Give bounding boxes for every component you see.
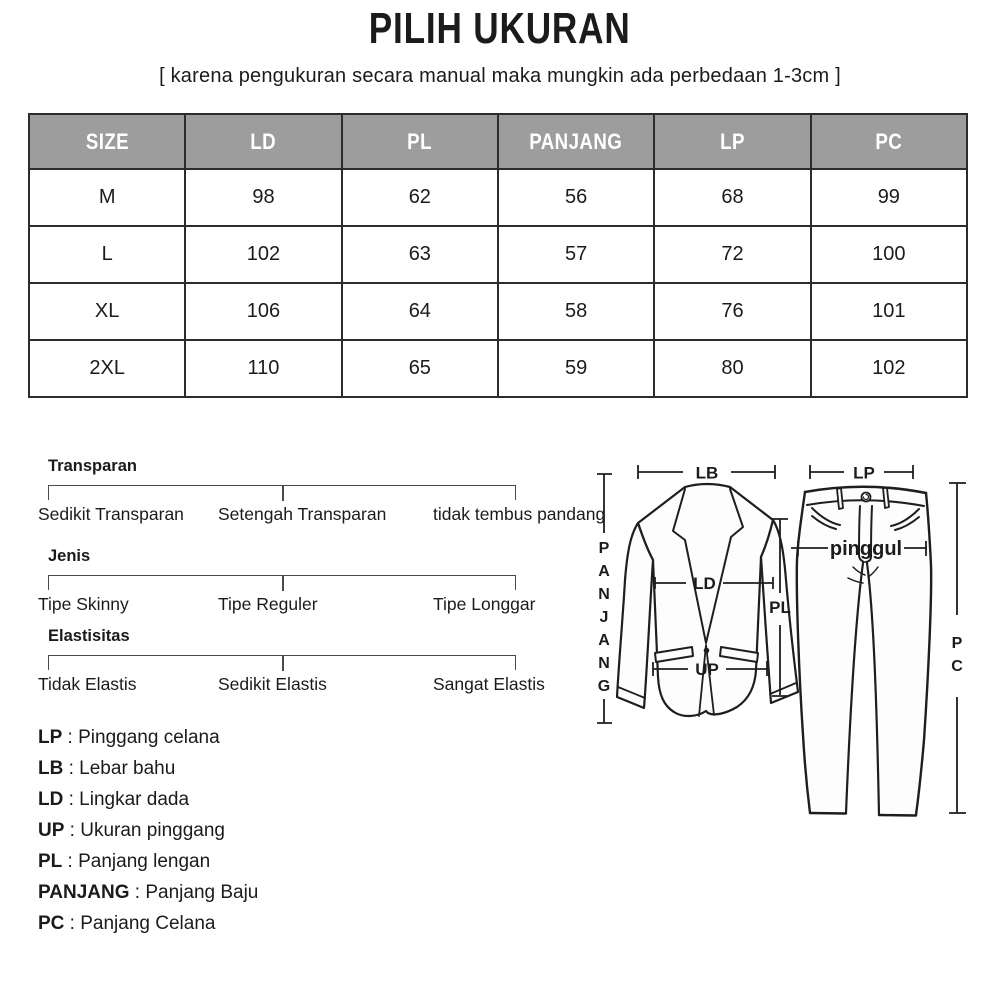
panjang-letter: P	[598, 540, 610, 557]
legend-sep: :	[63, 758, 80, 779]
page-title-text: PILIH UKURAN	[369, 4, 631, 53]
jacket-up-label: UP	[695, 660, 719, 679]
size-cell: XL	[29, 283, 185, 340]
page-title	[0, 4, 1000, 54]
legend-sep: :	[64, 913, 81, 934]
value-cell: 65	[342, 340, 498, 397]
scale-elasticity-labels	[38, 674, 611, 696]
value-cell: 59	[498, 340, 654, 397]
pc-letter: C	[951, 658, 963, 675]
size-table	[28, 113, 968, 398]
table-row-2xl	[29, 340, 967, 397]
value-cell: 101	[811, 283, 967, 340]
scale-label: tidak tembus pandang	[433, 504, 606, 524]
pants-diagram	[797, 487, 931, 816]
scale-elasticity-heading: Elastisitas	[48, 627, 130, 645]
value-cell: 56	[498, 169, 654, 226]
value-cell: 63	[342, 226, 498, 283]
value-cell: 99	[811, 169, 967, 226]
size-table-header-row	[29, 114, 967, 169]
scale-label: Tidak Elastis	[38, 674, 137, 694]
value-cell: 68	[654, 169, 810, 226]
pants-pinggul-label: pinggul	[829, 538, 903, 560]
panjang-letter: N	[598, 655, 610, 672]
value-cell: 102	[185, 226, 341, 283]
col-header-lp: LP	[654, 114, 810, 169]
legend-item-lb: LB : Lebar bahu	[38, 758, 176, 779]
size-cell: M	[29, 169, 185, 226]
axis-mid-tick	[282, 576, 284, 591]
jacket-body	[638, 484, 773, 716]
pants-silhouette	[797, 487, 931, 815]
scale-label: Sangat Elastis	[433, 674, 545, 694]
scale-label: Setengah Transparan	[218, 504, 387, 524]
value-cell: 80	[654, 340, 810, 397]
panjang-letter: J	[599, 609, 609, 626]
scale-transparency-labels	[38, 504, 608, 526]
col-header-ld: LD	[185, 114, 341, 169]
axis-mid-tick	[282, 656, 284, 671]
panjang-letter: A	[598, 632, 610, 649]
panjang-letter: N	[598, 586, 610, 603]
scale-type-heading: Jenis	[48, 547, 91, 565]
value-cell: 106	[185, 283, 341, 340]
scale-transparency-heading: Transparan	[48, 457, 137, 475]
value-cell: 72	[654, 226, 810, 283]
col-header-panjang: PANJANG	[498, 114, 654, 169]
pants-lp-label: LP	[853, 463, 875, 483]
scale-type-labels	[38, 594, 608, 616]
scale-type-axis	[48, 575, 516, 590]
scale-type	[38, 547, 608, 616]
legend-sep: :	[63, 789, 80, 810]
table-row-xl	[29, 283, 967, 340]
scale-label: Tipe Skinny	[38, 594, 129, 614]
legend-item-pl: PL : Panjang lengan	[38, 851, 211, 872]
legend-sep: :	[64, 820, 81, 841]
value-cell: 102	[811, 340, 967, 397]
value-cell: 64	[342, 283, 498, 340]
scale-elasticity	[38, 627, 611, 696]
jacket-lb-label: LB	[695, 463, 719, 483]
value-cell: 76	[654, 283, 810, 340]
legend-item-lp: LP : Pinggang celana	[38, 727, 220, 748]
table-row-l	[29, 226, 967, 283]
panjang-letter: G	[597, 678, 611, 695]
legend-item-panjang: PANJANG : Panjang Baju	[38, 882, 259, 903]
value-cell: 100	[811, 226, 967, 283]
jacket-left-sleeve	[617, 523, 653, 708]
col-header-pc: PC	[811, 114, 967, 169]
pc-letter: P	[951, 635, 963, 652]
scale-label: Tipe Reguler	[218, 594, 318, 614]
measurement-diagram	[585, 445, 985, 865]
value-cell: 57	[498, 226, 654, 283]
legend-sep: :	[62, 727, 79, 748]
value-cell: 58	[498, 283, 654, 340]
value-cell: 62	[342, 169, 498, 226]
legend-item-ld: LD : Lingkar dada	[38, 789, 190, 810]
jacket-ld-label: LD	[693, 574, 716, 593]
measurement-disclaimer: [ karena pengukuran secara manual maka mungkin ada perbedaan 1-3cm ]	[159, 65, 841, 87]
scale-elasticity-axis	[48, 655, 516, 670]
col-header-pl: PL	[342, 114, 498, 169]
waist-button	[862, 493, 871, 502]
legend-item-pc: PC : Panjang Celana	[38, 913, 216, 934]
legend-sep: :	[62, 851, 79, 872]
abbreviation-legend	[38, 722, 258, 939]
size-cell: 2XL	[29, 340, 185, 397]
legend-sep: :	[129, 882, 146, 903]
jacket-button	[704, 648, 710, 654]
scale-label: Sedikit Elastis	[218, 674, 327, 694]
axis-mid-tick	[282, 486, 284, 501]
scale-label: Sedikit Transparan	[38, 504, 184, 524]
scale-label: Tipe Longgar	[433, 594, 536, 614]
col-header-size: SIZE	[29, 114, 185, 169]
size-cell: L	[29, 226, 185, 283]
value-cell: 98	[185, 169, 341, 226]
table-row-m	[29, 169, 967, 226]
scale-transparency-axis	[48, 485, 516, 500]
value-cell: 110	[185, 340, 341, 397]
legend-item-up: UP : Ukuran pinggang	[38, 820, 225, 841]
jacket-pl-label: PL	[769, 598, 791, 617]
panjang-letter: A	[598, 563, 610, 580]
scale-transparency	[38, 457, 608, 526]
